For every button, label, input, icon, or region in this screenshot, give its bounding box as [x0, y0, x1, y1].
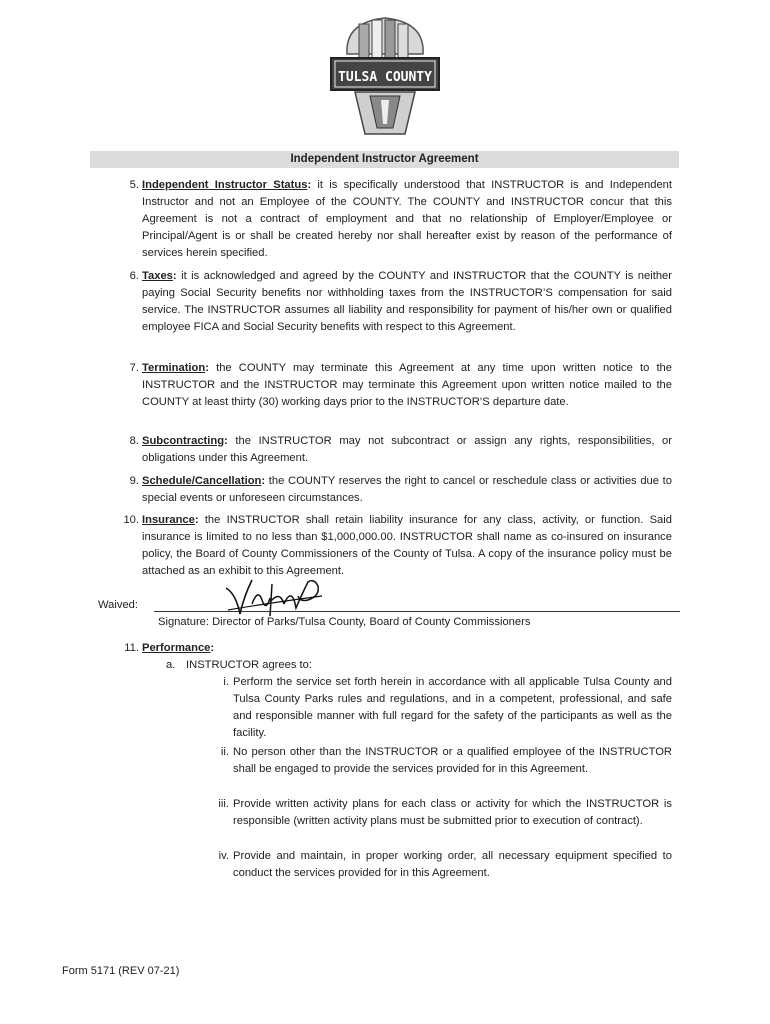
tulsa-county-logo — [325, 14, 445, 144]
point-text: Provide and maintain, in proper working order, all necessary equipment specified to conduct the services provided for in this Agreement. — [233, 850, 672, 879]
clause-9 — [129, 473, 672, 507]
clause-separator: : — [205, 362, 209, 374]
signature-caption: Signature: Director of Parks/Tulsa County, Board of County Commissioners — [158, 616, 531, 628]
clause-heading: Taxes — [142, 270, 173, 282]
clause-heading: Performance — [142, 642, 211, 654]
point-number: iv. — [218, 850, 229, 862]
clause-separator: : — [224, 435, 228, 447]
clause-5 — [129, 177, 672, 262]
point-number: ii. — [220, 746, 229, 758]
clause-separator: : — [307, 179, 312, 191]
clause-heading: Subcontracting — [142, 435, 225, 447]
clause-number: 5. — [129, 179, 139, 191]
point-number: i. — [223, 676, 229, 688]
clause-text: the INSTRUCTOR shall retain liability insurance for any class, activity, or function. Said insurance is limited to no less than $1,000,000.00. INSTRUCTOR shall name as co-insured on insurance policy, the Board of County Commissioners of the County of Tulsa. A copy of the insurance policy must be attached as an exhibit to this Agreement. — [142, 514, 672, 577]
subclause-letter: a. — [166, 659, 176, 671]
point-text: Provide written activity plans for each class or activity for which the INSTRUCTOR is responsible (written activity plans must be submitted prior to execution of contract). — [233, 798, 672, 827]
performance-point-iv — [218, 848, 672, 882]
clause-number: 9. — [129, 475, 139, 487]
clause-text: the COUNTY may terminate this Agreement at any time upon written notice to the INSTRUCTOR and the INSTRUCTOR may terminate this Agreement upon written notice mailed to the COUNTY at least thirty (30) working days prior to the INSTRUCTOR’S departure date. — [142, 362, 672, 408]
clause-7 — [129, 360, 672, 411]
clause-number: 8. — [129, 435, 139, 447]
logo-text: TULSA COUNTY — [338, 70, 432, 85]
clause-text: the COUNTY reserves the right to cancel or reschedule class or activities due to special events or unforeseen circumstances. — [142, 475, 672, 504]
clause-text: it is specifically understood that INSTRUCTOR is and Independent Instructor and not an Employee of the COUNTY. The COUNTY and INSTRUCTOR concur that this Agreement is not a contract of employment and that no relationship of Employer/Employee or Principal/Agent is or shall be created hereby nor shall hereafter exist by reason of the performance of services herein specified. — [142, 179, 672, 259]
clause-8 — [129, 433, 672, 467]
performance-point-ii — [220, 744, 672, 778]
waived-label: Waived: — [98, 599, 138, 611]
performance-point-i — [223, 674, 672, 742]
point-text: Perform the service set forth herein in accordance with all applicable Tulsa County and Tulsa County Parks rules and regulations, and in a competent, professional, and safe and responsible manner with full regard for the safety of the participants as well as the facility. — [233, 676, 672, 739]
point-number: iii. — [218, 798, 229, 810]
clause-number: 10. — [123, 514, 139, 526]
form-number-footer: Form 5171 (REV 07-21) — [62, 965, 180, 977]
clause-6 — [129, 268, 672, 336]
subclause-a — [166, 657, 312, 674]
clause-number: 11. — [124, 642, 139, 654]
clause-11 — [124, 640, 672, 657]
clause-separator: : — [210, 642, 215, 654]
clause-number: 6. — [129, 270, 139, 282]
clause-10 — [123, 512, 672, 580]
clause-text: it is acknowledged and agreed by the COUNTY and INSTRUCTOR that the COUNTY is neither paying Social Security benefits nor withholding taxes from the INSTRUCTOR’S compensation for said service. The INSTRUCTOR assumes all liability and responsibility for payment of his/her own or qualified employee FICA and Social Security benefits with respect to this Agreement. — [142, 270, 672, 333]
clause-heading: Insurance — [142, 514, 195, 526]
clause-separator: : — [261, 475, 266, 487]
clause-separator: : — [172, 270, 177, 282]
clause-heading: Schedule/Cancellation — [142, 475, 262, 487]
performance-point-iii — [218, 796, 672, 830]
document-title: Independent Instructor Agreement — [90, 151, 679, 168]
subclause-text: INSTRUCTOR agrees to: — [186, 659, 312, 671]
clause-heading: Termination — [142, 362, 206, 374]
clause-text: the INSTRUCTOR may not subcontract or assign any rights, responsibilities, or obligations under this Agreement. — [142, 435, 672, 464]
point-text: No person other than the INSTRUCTOR or a qualified employee of the INSTRUCTOR shall be engaged to provide the services provided for in this Agreement. — [233, 746, 672, 775]
clause-separator: : — [194, 514, 199, 526]
clause-heading: Independent Instructor Status — [142, 179, 308, 191]
clause-number: 7. — [129, 362, 139, 374]
